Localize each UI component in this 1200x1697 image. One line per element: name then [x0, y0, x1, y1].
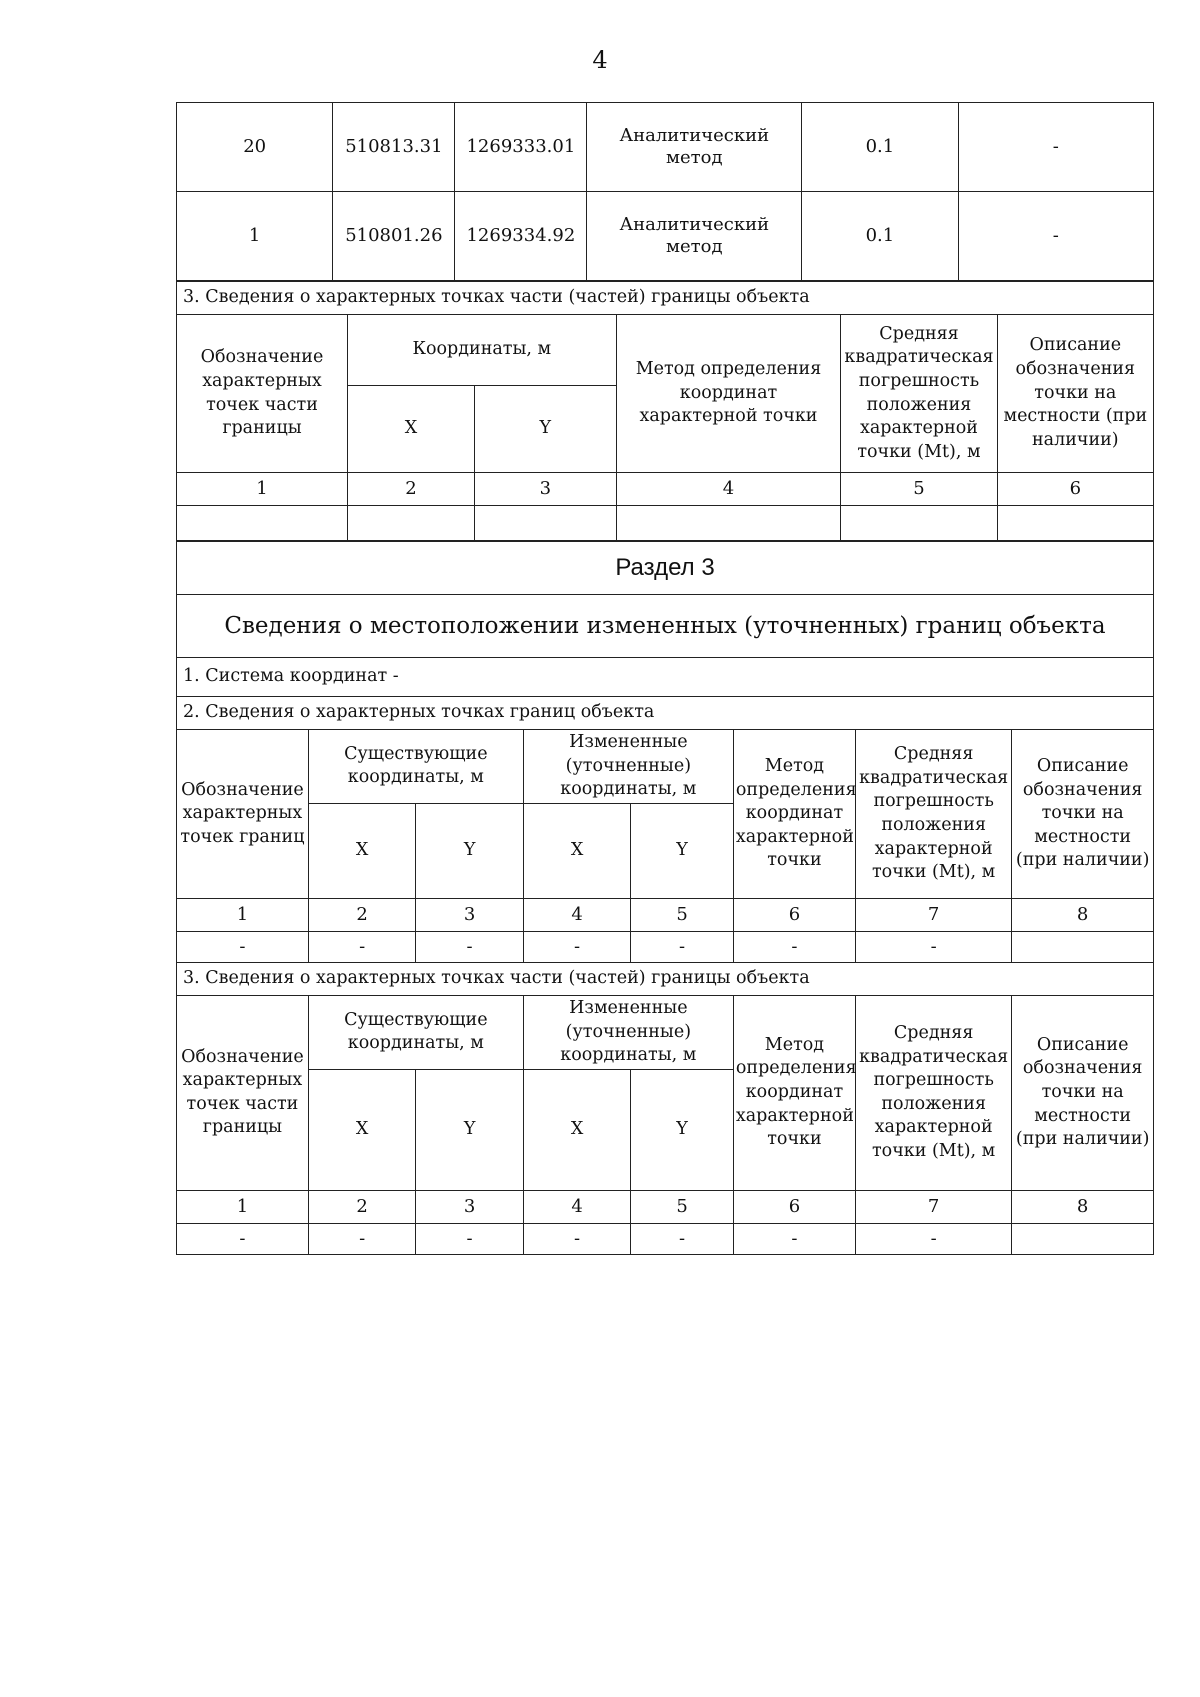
- coord-system-row: [177, 658, 1154, 697]
- column-number: 5: [631, 898, 734, 931]
- column-number: 5: [631, 1190, 734, 1223]
- header-desc: Описание обозначения точки на местности (при наличии): [997, 315, 1153, 473]
- header-designation: Обозначение характерных точек части границы: [177, 995, 309, 1190]
- cell: [1012, 931, 1154, 962]
- point-mt: 0.1: [802, 103, 958, 192]
- header-x: X: [523, 803, 630, 898]
- header-x: X: [347, 386, 474, 473]
- point-id: 20: [177, 103, 333, 192]
- cell: -: [308, 931, 415, 962]
- point-method: Аналитический метод: [587, 103, 802, 192]
- column-number: 8: [1012, 1190, 1154, 1223]
- page-number: 4: [592, 46, 608, 74]
- column-number: 2: [308, 898, 415, 931]
- cell: -: [631, 931, 734, 962]
- point-mt: 0.1: [802, 192, 958, 281]
- header-changed: Измененные (уточненные) координаты, м: [523, 730, 733, 804]
- column-numbers-row: [177, 898, 1154, 931]
- point-x: 510801.26: [333, 192, 455, 281]
- cell: -: [308, 1223, 415, 1254]
- header-existing: Существующие координаты, м: [308, 730, 523, 804]
- header-method: Метод определения координат характерной точки: [733, 995, 855, 1190]
- column-number: 4: [523, 898, 630, 931]
- header-x: X: [308, 1069, 415, 1190]
- column-number: 5: [841, 473, 997, 506]
- header-method: Метод определения координат характерной точки: [616, 315, 841, 473]
- column-number: 1: [177, 898, 309, 931]
- header-designation: Обозначение характерных точек части границы: [177, 315, 348, 473]
- header-row: [177, 315, 1154, 386]
- cell: -: [631, 1223, 734, 1254]
- section-subtitle: Сведения о местоположении измененных (уточненных) границ объекта: [177, 595, 1154, 658]
- table-row: [177, 103, 1154, 192]
- empty-row: [177, 506, 1154, 541]
- header-designation: Обозначение характерных точек границ: [177, 730, 309, 899]
- point-desc: -: [958, 192, 1153, 281]
- table-title-row: [177, 282, 1154, 315]
- point-method: Аналитический метод: [587, 192, 802, 281]
- parts-title-row: [177, 962, 1154, 995]
- section-3-table: [176, 541, 1154, 1255]
- column-number: 3: [416, 1190, 523, 1223]
- coord-system: 1. Система координат -: [177, 658, 1154, 697]
- cell: -: [856, 931, 1012, 962]
- points-title: 2. Сведения о характерных точках границ объекта: [177, 697, 1154, 730]
- header-row: [177, 995, 1154, 1069]
- header-method: Метод определения координат характерной точки: [733, 730, 855, 899]
- cell: -: [416, 931, 523, 962]
- cell: -: [523, 1223, 630, 1254]
- point-desc: -: [958, 103, 1153, 192]
- header-x: X: [523, 1069, 630, 1190]
- column-numbers-row: [177, 473, 1154, 506]
- point-id: 1: [177, 192, 333, 281]
- column-number: 4: [523, 1190, 630, 1223]
- parts-title: 3. Сведения о характерных точках части (частей) границы объекта: [177, 962, 1154, 995]
- column-number: 7: [856, 1190, 1012, 1223]
- points-table: [176, 102, 1154, 281]
- cell: -: [733, 931, 855, 962]
- points-title-row: [177, 697, 1154, 730]
- section-title: Раздел 3: [177, 542, 1154, 595]
- header-y: Y: [416, 803, 523, 898]
- column-number: 6: [733, 1190, 855, 1223]
- parts-table-1: [176, 281, 1154, 541]
- header-y: Y: [631, 803, 734, 898]
- column-number: 3: [474, 473, 616, 506]
- column-number: 6: [733, 898, 855, 931]
- header-y: Y: [416, 1069, 523, 1190]
- cell: -: [733, 1223, 855, 1254]
- header-mt: Средняя квадратическая погрешность положения характерной точки (Mt), м: [856, 730, 1012, 899]
- cell: -: [177, 1223, 309, 1254]
- column-number: 4: [616, 473, 841, 506]
- cell: -: [523, 931, 630, 962]
- section-title-row: [177, 542, 1154, 595]
- column-numbers-row: [177, 1190, 1154, 1223]
- header-mt: Средняя квадратическая погрешность положения характерной точки (Mt), м: [841, 315, 997, 473]
- header-desc: Описание обозначения точки на местности (при наличии): [1012, 995, 1154, 1190]
- column-number: 7: [856, 898, 1012, 931]
- header-desc: Описание обозначения точки на местности (при наличии): [1012, 730, 1154, 899]
- header-changed: Измененные (уточненные) координаты, м: [523, 995, 733, 1069]
- section-subtitle-row: [177, 595, 1154, 658]
- column-number: 2: [308, 1190, 415, 1223]
- table-row: [177, 192, 1154, 281]
- header-mt: Средняя квадратическая погрешность положения характерной точки (Mt), м: [856, 995, 1012, 1190]
- point-x: 510813.31: [333, 103, 455, 192]
- cell: -: [856, 1223, 1012, 1254]
- header-y: Y: [474, 386, 616, 473]
- point-y: 1269334.92: [455, 192, 587, 281]
- column-number: 1: [177, 473, 348, 506]
- header-y: Y: [631, 1069, 734, 1190]
- cell: [1012, 1223, 1154, 1254]
- column-number: 3: [416, 898, 523, 931]
- column-number: 1: [177, 1190, 309, 1223]
- cell: -: [177, 931, 309, 962]
- table-row: [177, 931, 1154, 962]
- column-number: 8: [1012, 898, 1154, 931]
- document-body: [176, 102, 1154, 1255]
- header-coords: Координаты, м: [347, 315, 616, 386]
- column-number: 6: [997, 473, 1153, 506]
- header-row: [177, 730, 1154, 804]
- point-y: 1269333.01: [455, 103, 587, 192]
- cell: -: [416, 1223, 523, 1254]
- header-existing: Существующие координаты, м: [308, 995, 523, 1069]
- column-number: 2: [347, 473, 474, 506]
- table-title: 3. Сведения о характерных точках части (частей) границы объекта: [177, 282, 1154, 315]
- header-x: X: [308, 803, 415, 898]
- table-row: [177, 1223, 1154, 1254]
